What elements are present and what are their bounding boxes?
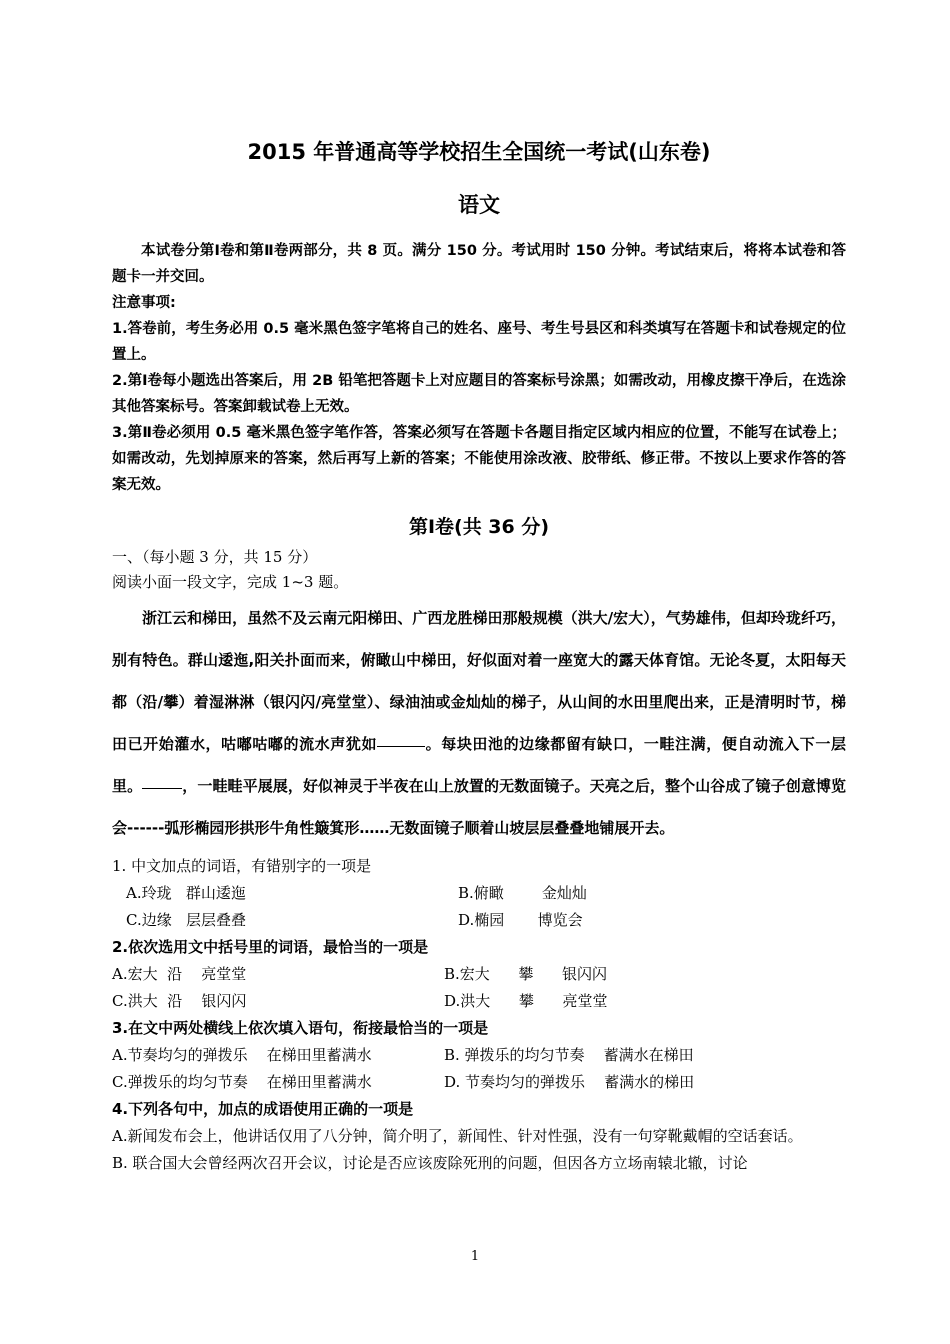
page-content <box>112 0 846 1177</box>
question-3-option-a[interactable]: A.节奏均匀的弹拨乐 在梯田里蓄满水 <box>112 1045 372 1064</box>
notice-item-1: 1.答卷前，考生务必用 0.5 毫米黑色签字笔将自己的姓名、座号、考生号县区和科类填写在答题卡和试卷规定的位置上。 <box>112 321 846 364</box>
fill-blank-2 <box>142 774 182 789</box>
notice-heading: 注意事项: <box>112 295 176 312</box>
question-1-options-row-2 <box>112 907 846 934</box>
question-1-option-d[interactable]: D.椭园 博览会 <box>458 910 583 929</box>
page-number: 1 <box>470 1249 480 1264</box>
question-1-stem: 1. 中文加点的词语，有错别字的一项是 <box>112 856 372 875</box>
question-1-option-c[interactable]: C.边缘 层层叠叠 <box>126 910 247 929</box>
page-title: 2015 年普通高等学校招生全国统一考试(山东卷) <box>247 140 711 164</box>
reading-passage <box>112 595 846 849</box>
question-4-stem: 4.下列各句中，加点的成语使用正确的一项是 <box>112 1099 414 1118</box>
question-2-option-c[interactable]: C.洪大 沿 银闪闪 <box>112 991 247 1010</box>
question-2-option-a[interactable]: A.宏大 沿 亮堂堂 <box>112 964 247 983</box>
passage-segment-2: 。每块田池的边缘都留有缺口，一畦注满，便自动流入下一层里。 <box>112 734 846 795</box>
question-1-options-row-1 <box>112 880 846 907</box>
question-3-option-b[interactable]: B. 弹拨乐的均匀节奏 蓄满水在梯田 <box>444 1045 694 1064</box>
question-2-options-row-1 <box>112 961 846 988</box>
part-one-score-label: 一、（每小题 3 分，共 15 分） <box>112 547 318 566</box>
passage-segment-3: ，一畦畦平展展，好似神灵于半夜在山上放置的无数面镜子。天亮之后，整个山谷成了镜子创意博览会------弧形椭园形拱形牛角性簸箕形……无数面镜子顺着山坡层层叠叠地铺展开去。 <box>112 776 846 837</box>
question-3-stem: 3.在文中两处横线上依次填入语句，衔接最恰当的一项是 <box>112 1018 489 1037</box>
notice-item-2: 2.第Ⅰ卷每小题选出答案后，用 2B 铅笔把答题卡上对应题目的答案标号涂黑；如需改动，用橡皮擦干净后，在选涂其他答案标号。答案卸载试卷上无效。 <box>112 373 846 416</box>
notice-item-3: 3.第Ⅱ卷必须用 0.5 毫米黑色签字笔作答，答案必须写在答题卡各题目指定区域内相应的位置，不能写在试卷上；如需改动，先划掉原来的答案，然后再写上新的答案；不能使用涂改液、胶带纸、修正带。不按以上要求作答的答案无效。 <box>112 425 846 494</box>
question-3-option-d[interactable]: D. 节奏均匀的弹拨乐 蓄满水的梯田 <box>444 1072 695 1091</box>
question-4-option-a[interactable]: A.新闻发布会上，他讲话仅用了八分钟，简介明了，新闻性、针对性强，没有一句穿靴戴帽的空话套话。 <box>112 1126 803 1145</box>
question-2-option-b[interactable]: B.宏大 攀 银闪闪 <box>444 964 608 983</box>
subject-title: 语文 <box>458 193 500 218</box>
question-1-option-b[interactable]: B.俯瞰 金灿灿 <box>458 883 587 902</box>
question-3-options-row-1 <box>112 1042 846 1069</box>
question-2-stem: 2.依次选用文中括号里的词语，最恰当的一项是 <box>112 937 429 956</box>
fill-blank-1 <box>377 732 425 747</box>
question-1-option-a[interactable]: A.玲珑 群山逶迤 <box>126 883 246 902</box>
question-2-option-d[interactable]: D.洪大 攀 亮堂堂 <box>444 991 608 1010</box>
section-heading-part-one: 第Ⅰ卷(共 36 分) <box>408 516 550 539</box>
reading-instruction: 阅读小面一段文字，完成 1~3 题。 <box>112 572 349 591</box>
question-2-options-row-2 <box>112 988 846 1015</box>
exam-intro-paragraph: 本试卷分第Ⅰ卷和第Ⅱ卷两部分，共 8 页。满分 150 分。考试用时 150 分钟。考试结束后，将将本试卷和答题卡一并交回。 <box>112 243 846 286</box>
question-3-options-row-2 <box>112 1069 846 1096</box>
question-3-option-c[interactable]: C.弹拨乐的均匀节奏 在梯田里蓄满水 <box>112 1072 372 1091</box>
question-4-option-b[interactable]: B. 联合国大会曾经两次召开会议，讨论是否应该废除死刑的问题，但因各方立场南辕北辙，讨论 <box>112 1153 748 1172</box>
passage-segment-1: 浙江云和梯田，虽然不及云南元阳梯田、广西龙胜梯田那般规模（洪大/宏大），气势雄伟，但却玲珑纤巧，别有特色。群山逶迤,阳关扑面而来，俯瞰山中梯田，好似面对着一座宽大的露天体育馆。无论冬夏，太阳每天都（沿/攀）着湿淋淋（银闪闪/亮堂堂）、绿油油或金灿灿的梯子，从山间的水田里爬出来，正是清明时节，梯田已开始灌水，咕嘟咕嘟的流水声犹如 <box>112 608 846 753</box>
